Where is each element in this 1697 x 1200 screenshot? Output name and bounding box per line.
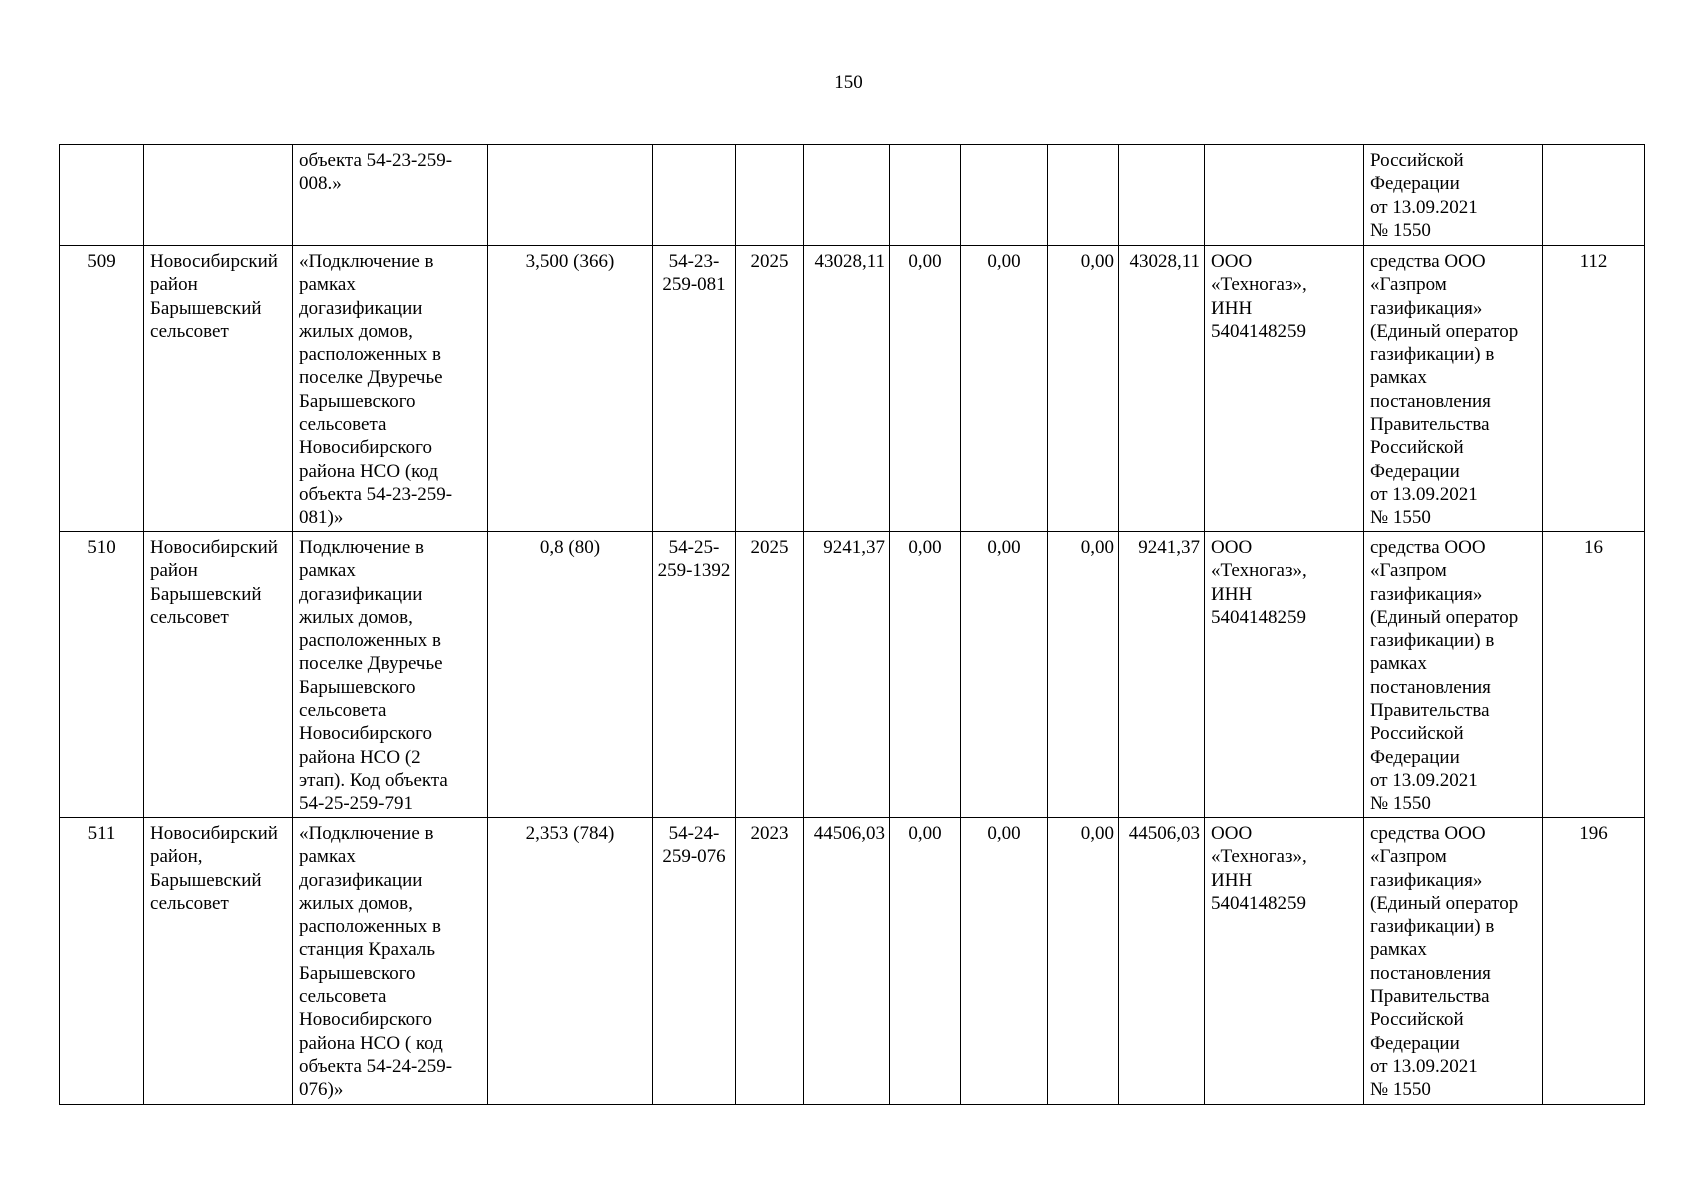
cell-length: 0,8 (80) — [488, 532, 653, 818]
cell-total — [804, 145, 890, 246]
cell-length — [488, 145, 653, 246]
cell-length: 3,500 (366) — [488, 246, 653, 532]
cell-value-3: 0,00 — [1048, 818, 1119, 1105]
cell-object-code — [653, 145, 736, 246]
cell-object-code: 54-24- 259-076 — [653, 818, 736, 1105]
cell-executor: ООО «Техногаз», ИНН 5404148259 — [1205, 246, 1364, 532]
cell-value-1: 0,00 — [890, 818, 961, 1105]
cell-total: 44506,03 — [804, 818, 890, 1105]
page-number: 150 — [834, 72, 863, 93]
cell-total: 9241,37 — [804, 532, 890, 818]
cell-length: 2,353 (784) — [488, 818, 653, 1105]
cell-num — [60, 145, 144, 246]
cell-funding-source: средства ООО «Газпром газификация» (Единый оператор газификации) в рамках постановления Правительства Российской Федерации от 13.09.2021 № 1550 — [1364, 532, 1543, 818]
cell-value-2: 0,00 — [961, 818, 1048, 1105]
cell-value-2: 0,00 — [961, 532, 1048, 818]
cell-object-code: 54-23- 259-081 — [653, 246, 736, 532]
cell-district: Новосибирский район, Барышевский сельсовет — [144, 818, 293, 1105]
cell-executor — [1205, 145, 1364, 246]
cell-district — [144, 145, 293, 246]
cell-funding-source: средства ООО «Газпром газификация» (Единый оператор газификации) в рамках постановления Правительства Российской Федерации от 13.09.2021 № 1550 — [1364, 246, 1543, 532]
cell-district: Новосибирский район Барышевский сельсовет — [144, 532, 293, 818]
cell-year — [736, 145, 804, 246]
cell-funding-source: средства ООО «Газпром газификация» (Единый оператор газификации) в рамках постановления Правительства Российской Федерации от 13.09.2021 № 1550 — [1364, 818, 1543, 1105]
cell-count: 112 — [1543, 246, 1645, 532]
cell-value-3: 0,00 — [1048, 532, 1119, 818]
cell-num: 509 — [60, 246, 144, 532]
cell-value-1: 0,00 — [890, 532, 961, 818]
cell-object-name: «Подключение в рамках догазификации жилых домов, расположенных в станция Крахаль Барышевского сельсовета Новосибирского района НСО ( код объекта 54-24-259- 076)» — [293, 818, 488, 1105]
cell-district: Новосибирский район Барышевский сельсовет — [144, 246, 293, 532]
cell-value-3: 0,00 — [1048, 246, 1119, 532]
cell-year: 2025 — [736, 246, 804, 532]
gasification-table — [59, 144, 1645, 1105]
cell-value-4: 43028,11 — [1119, 246, 1205, 532]
cell-value-4: 44506,03 — [1119, 818, 1205, 1105]
cell-value-4: 9241,37 — [1119, 532, 1205, 818]
cell-funding-source: Российской Федерации от 13.09.2021 № 1550 — [1364, 145, 1543, 246]
cell-object-name: «Подключение в рамках догазификации жилых домов, расположенных в поселке Двуречье Барышевского сельсовета Новосибирского района НСО (код объекта 54-23-259- 081)» — [293, 246, 488, 532]
table-row — [60, 532, 1645, 818]
cell-num: 510 — [60, 532, 144, 818]
cell-value-3 — [1048, 145, 1119, 246]
cell-object-code: 54-25- 259-1392 — [653, 532, 736, 818]
cell-year: 2025 — [736, 532, 804, 818]
table-row — [60, 818, 1645, 1105]
cell-object-name: объекта 54-23-259- 008.» — [293, 145, 488, 246]
cell-count: 196 — [1543, 818, 1645, 1105]
cell-count — [1543, 145, 1645, 246]
cell-executor: ООО «Техногаз», ИНН 5404148259 — [1205, 532, 1364, 818]
cell-value-1 — [890, 145, 961, 246]
table-row — [60, 246, 1645, 532]
cell-object-name: Подключение в рамках догазификации жилых домов, расположенных в поселке Двуречье Барышевского сельсовета Новосибирского района НСО (2 этап). Код объекта 54-25-259-791 — [293, 532, 488, 818]
cell-value-2: 0,00 — [961, 246, 1048, 532]
cell-count: 16 — [1543, 532, 1645, 818]
table-row-continuation — [60, 145, 1645, 246]
cell-value-2 — [961, 145, 1048, 246]
cell-year: 2023 — [736, 818, 804, 1105]
cell-total: 43028,11 — [804, 246, 890, 532]
cell-executor: ООО «Техногаз», ИНН 5404148259 — [1205, 818, 1364, 1105]
cell-num: 511 — [60, 818, 144, 1105]
cell-value-1: 0,00 — [890, 246, 961, 532]
cell-value-4 — [1119, 145, 1205, 246]
